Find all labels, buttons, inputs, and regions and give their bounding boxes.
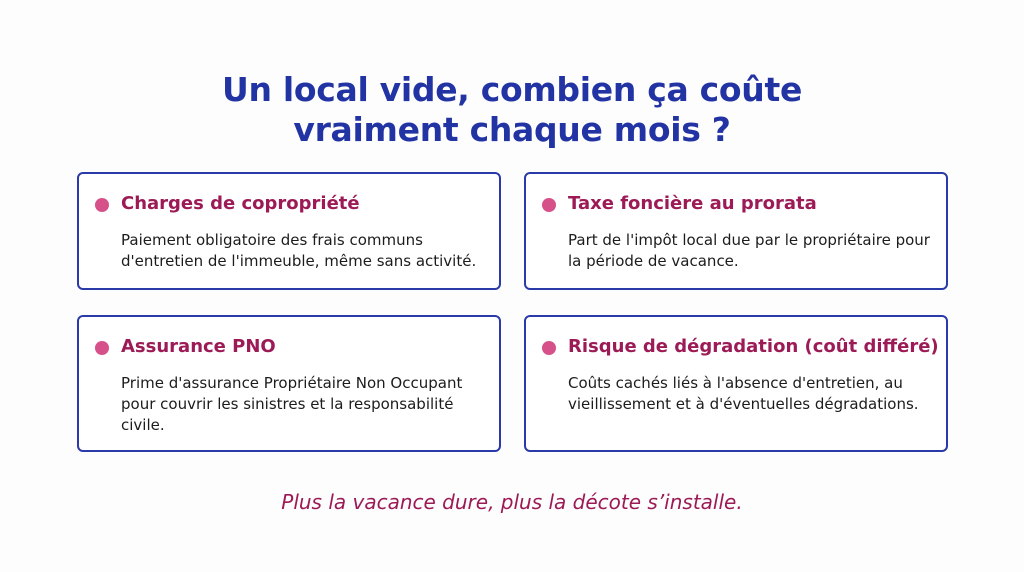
card-title: Charges de copropriété — [121, 193, 360, 214]
card-title: Taxe foncière au prorata — [568, 193, 817, 214]
bullet-dot-icon — [95, 341, 109, 355]
page-title-line-1: Un local vide, combien ça coûte — [221, 70, 803, 110]
footer-tagline: Plus la vacance dure, plus la décote s’installe. — [281, 490, 743, 514]
bullet-dot-icon — [95, 198, 109, 212]
page-title — [0, 70, 1024, 150]
card-charges-copropriete — [77, 172, 501, 290]
card-risque-degradation — [524, 315, 948, 452]
card-taxe-fonciere — [524, 172, 948, 290]
card-description: Coûts cachés liés à l'absence d'entretien, au vieillissement et à d'éventuelles dégradations. — [568, 374, 919, 413]
card-assurance-pno — [77, 315, 501, 452]
card-description: Paiement obligatoire des frais communs d'entretien de l'immeuble, même sans activité. — [121, 231, 477, 270]
card-title: Risque de dégradation (coût différé) — [568, 336, 939, 357]
card-description: Part de l'impôt local due par le propriétaire pour la période de vacance. — [568, 231, 930, 270]
card-title: Assurance PNO — [121, 336, 276, 357]
card-description: Prime d'assurance Propriétaire Non Occupant pour couvrir les sinistres et la responsabilité civile. — [121, 374, 463, 434]
bullet-dot-icon — [542, 341, 556, 355]
page-title-line-2: vraiment chaque mois ? — [293, 110, 731, 150]
bullet-dot-icon — [542, 198, 556, 212]
